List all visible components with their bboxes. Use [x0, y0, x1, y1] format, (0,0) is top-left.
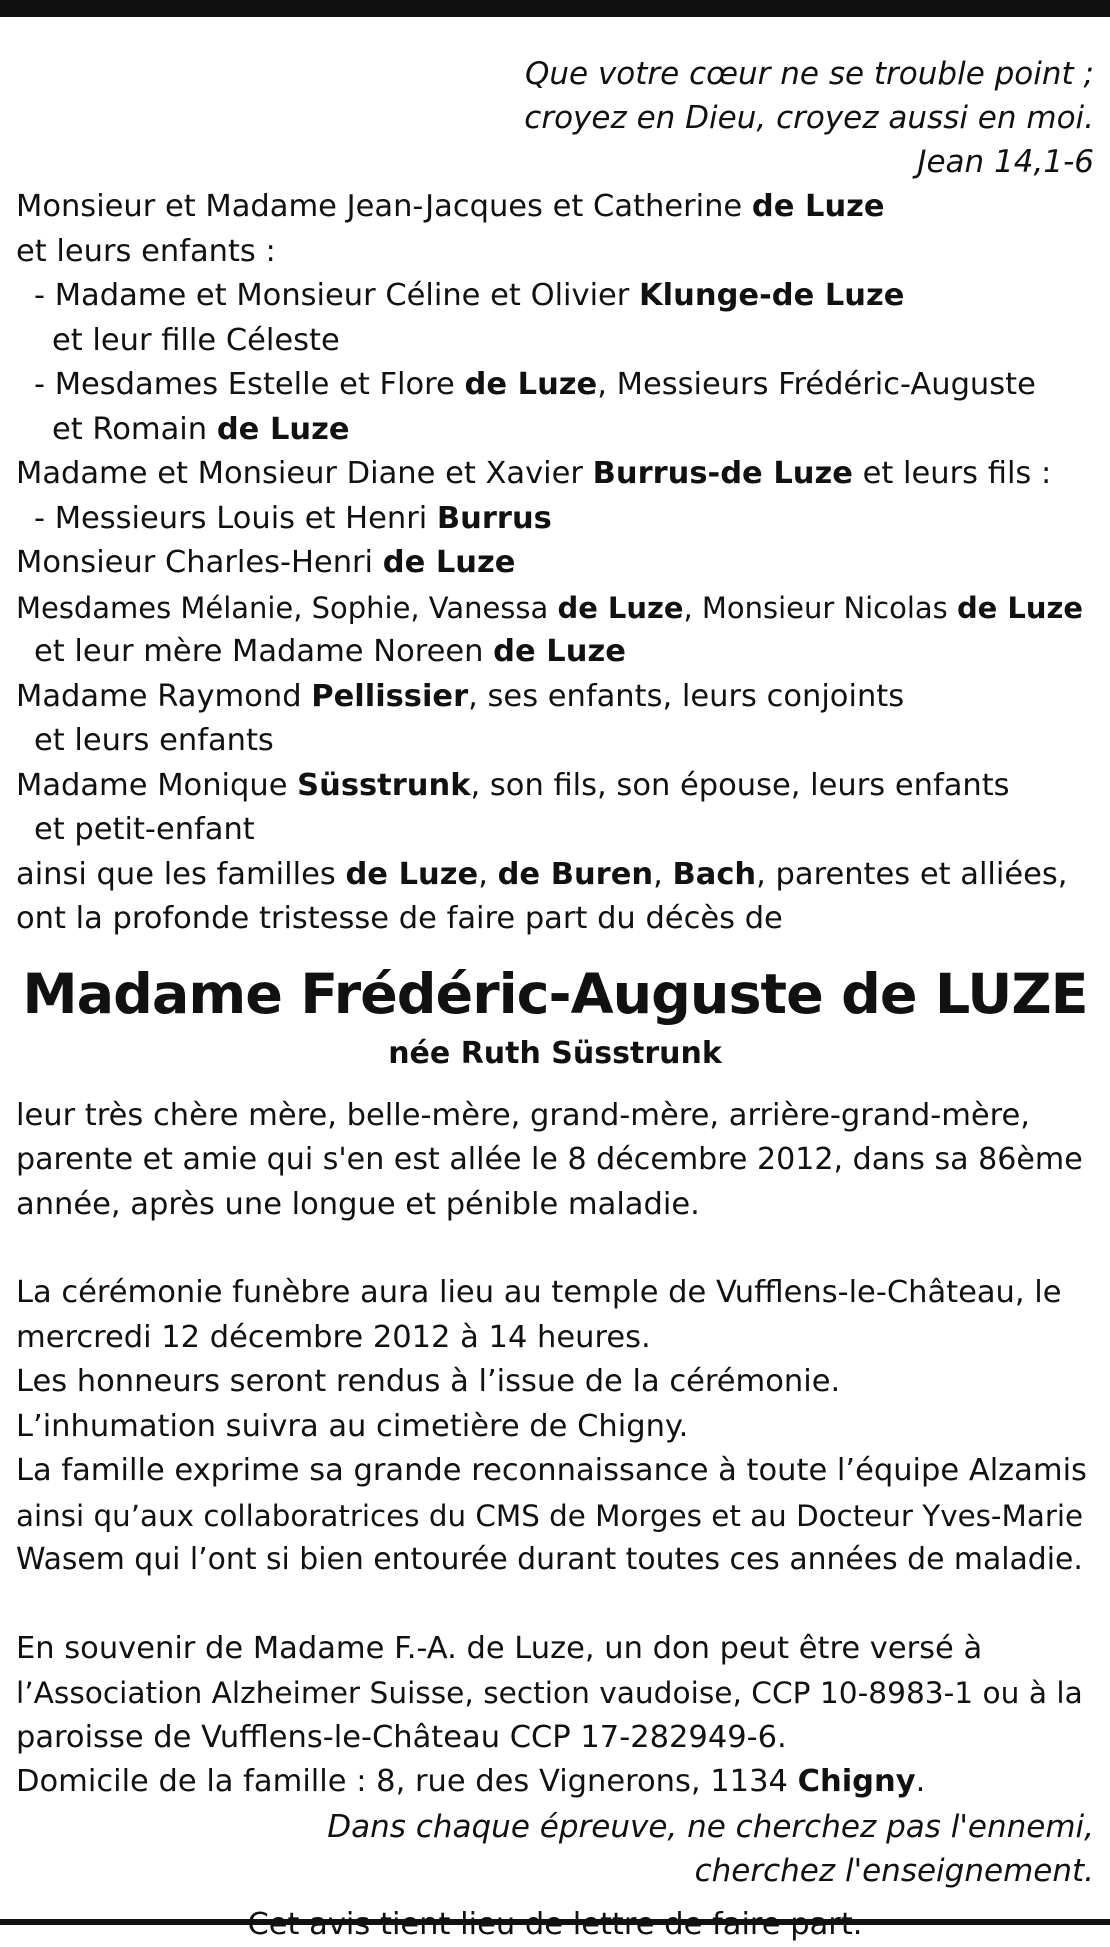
family-line — [16, 675, 1094, 720]
surname: de Luze — [493, 634, 626, 669]
spacer — [16, 1583, 1094, 1627]
text-line: paroisse de Vufflens-le-Château CCP 17-282949-6. — [16, 1719, 787, 1755]
text: , parentes et alliées, — [756, 856, 1068, 892]
family-line — [16, 719, 1094, 764]
family-line — [16, 230, 1094, 275]
surname: Süsstrunk — [297, 767, 471, 803]
text: Domicile de la famille : 8, rue des Vignerons, 1134 — [16, 1764, 798, 1799]
top-rule — [0, 0, 1110, 17]
text-line: ainsi qu’aux collaboratrices du CMS de Morges et au Docteur Yves-Marie — [16, 1498, 1084, 1533]
closing-line-1: Dans chaque épreuve, ne cherchez pas l'ennemi, — [327, 1808, 1094, 1845]
text: Monsieur Charles-Henri — [16, 545, 383, 580]
family-address — [16, 1760, 1094, 1805]
family-line — [16, 586, 1094, 631]
text: - Messieurs Louis et Henri — [34, 500, 437, 536]
closing-quote — [16, 1805, 1094, 1893]
text-line: leur très chère mère, belle-mère, grand-mère, arrière-grand-mère, — [16, 1097, 1031, 1133]
epigraph-line-2: croyez en Dieu, croyez aussi en moi. — [524, 100, 1094, 136]
maiden-name: née Ruth Süsstrunk — [388, 1035, 722, 1071]
text-line: mercredi 12 décembre 2012 à 14 heures. — [16, 1319, 651, 1355]
text: - Mesdames Estelle et Flore — [34, 367, 465, 402]
text: - Madame et Monsieur Céline et Olivier — [34, 278, 640, 313]
text: et leurs enfants : — [16, 233, 276, 269]
surname: de Luze — [345, 856, 479, 892]
text-line: Les honneurs seront rendus à l’issue de la cérémonie. — [16, 1364, 841, 1399]
surname: de Luze — [956, 590, 1083, 625]
family-line — [16, 408, 1094, 453]
text: et petit-enfant — [34, 812, 255, 847]
text: ont la profonde tristesse de faire part du décès de — [16, 901, 783, 936]
family-line — [16, 497, 1094, 542]
obituary-notice — [16, 52, 1094, 1947]
epigraph-line-1: Que votre cœur ne se trouble point ; — [524, 56, 1094, 92]
paragraph-ceremony — [16, 1271, 1094, 1583]
spacer — [16, 1227, 1094, 1271]
family-list — [16, 185, 1094, 942]
family-line — [16, 853, 1094, 898]
text-line: L’inhumation suivra au cimetière de Chigny. — [16, 1408, 689, 1444]
surname: Bach — [672, 856, 757, 892]
surname: de Luze — [751, 189, 885, 224]
text-line: parente et amie qui s'en est allée le 8 décembre 2012, dans sa 86ème — [16, 1142, 1083, 1177]
text: , ses enfants, leurs conjoints — [468, 678, 905, 714]
family-line — [16, 808, 1094, 853]
surname: Pellissier — [311, 678, 469, 714]
text-line: année, après une longue et pénible maladie. — [16, 1186, 700, 1222]
surname: de Luze — [382, 545, 516, 580]
family-line — [16, 274, 1094, 319]
text-line: La cérémonie funèbre aura lieu au temple de Vufflens-le-Château, le — [16, 1275, 1062, 1310]
text: ainsi que les familles — [16, 856, 346, 892]
text-line: Wasem qui l’ont si bien entourée durant toutes ces années de maladie. — [16, 1542, 1083, 1577]
family-line — [16, 452, 1094, 497]
surname: Burrus-de Luze — [592, 456, 853, 491]
family-line — [16, 541, 1094, 586]
text-line: l’Association Alzheimer Suisse, section vaudoise, CCP 10-8983-1 ou à la — [16, 1676, 1083, 1710]
family-line — [16, 630, 1094, 675]
paragraph-relationship — [16, 1094, 1094, 1228]
surname: de Buren — [497, 856, 654, 892]
text-line: En souvenir de Madame F.-A. de Luze, un don peut être versé à — [16, 1630, 983, 1666]
text: et leurs fils : — [852, 456, 1052, 491]
family-line — [16, 363, 1094, 408]
text: Madame Raymond — [16, 678, 312, 714]
surname: Klunge-de Luze — [639, 278, 905, 313]
text: , Monsieur Nicolas — [683, 590, 957, 625]
bottom-rule — [0, 1919, 1110, 1925]
text: Madame et Monsieur Diane et Xavier — [16, 456, 593, 491]
text: et leur fille Céleste — [52, 322, 340, 358]
text: et leurs enfants — [34, 723, 274, 758]
surname: de Luze — [464, 367, 598, 402]
family-line — [16, 319, 1094, 364]
text: et leur mère Madame Noreen — [34, 634, 494, 669]
deceased-name: Madame Frédéric-Auguste de LUZE — [22, 961, 1088, 1027]
closing-line-2: cherchez l'enseignement. — [694, 1852, 1094, 1889]
surname: Burrus — [436, 500, 552, 536]
text: et Romain — [52, 411, 217, 447]
text: Madame Monique — [16, 767, 298, 803]
text: , son fils, son épouse, leurs enfants — [470, 767, 1010, 803]
text: . — [915, 1764, 926, 1799]
surname: de Luze — [557, 590, 684, 625]
text-line: La famille exprime sa grande reconnaissance à toute l’équipe Alzamis — [16, 1453, 1087, 1488]
family-line — [16, 897, 1094, 942]
town: Chigny — [797, 1764, 916, 1799]
family-line — [16, 185, 1094, 230]
epigraph-reference: Jean 14,1-6 — [917, 144, 1094, 180]
text: , — [653, 856, 673, 892]
paragraph-donation — [16, 1627, 1094, 1805]
family-line — [16, 764, 1094, 809]
surname: de Luze — [216, 411, 350, 447]
epigraph — [16, 52, 1094, 184]
text: , — [478, 856, 498, 892]
text: , Messieurs Frédéric-Auguste — [597, 367, 1036, 402]
text: Mesdames Mélanie, Sophie, Vanessa — [16, 590, 558, 625]
text: Monsieur et Madame Jean-Jacques et Catherine — [16, 189, 752, 224]
